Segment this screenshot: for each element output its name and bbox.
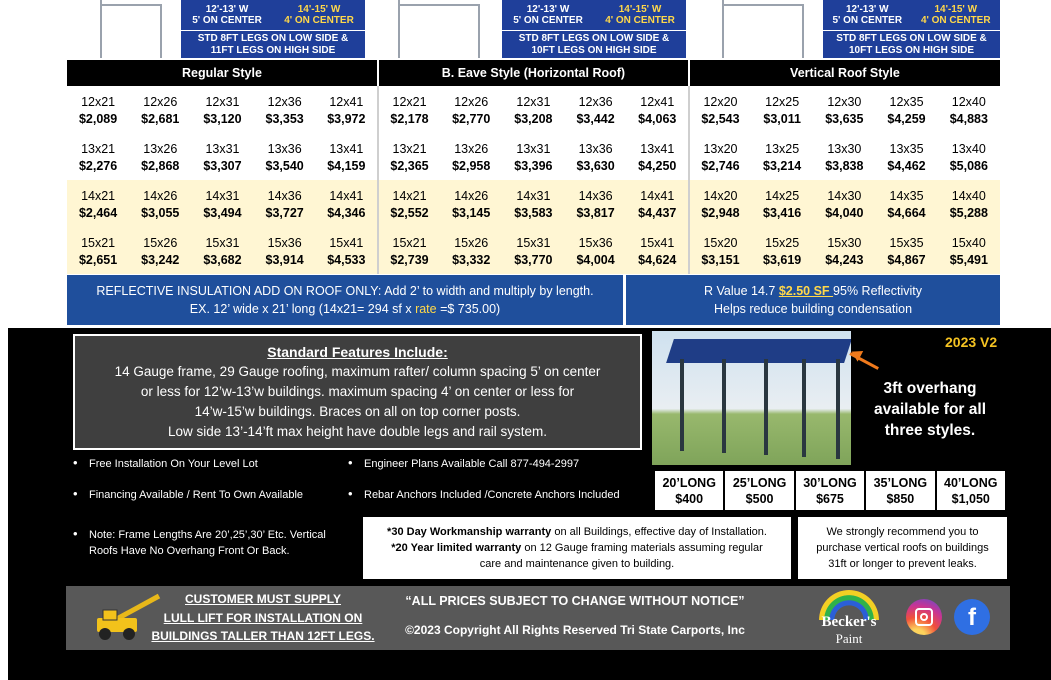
overhang-price-cell xyxy=(936,470,1006,511)
style-header: B. Eave Style (Horizontal Roof) xyxy=(378,60,689,86)
price-cell xyxy=(378,180,440,227)
building-size: 13x36 xyxy=(578,141,613,156)
building-price: $4,159 xyxy=(327,158,366,173)
building-price: $3,635 xyxy=(825,111,864,126)
limited-warranty: *20 Year limited warranty xyxy=(391,542,522,554)
spec-center-large: 4' ON CENTER xyxy=(920,15,991,26)
price-cell xyxy=(627,86,689,133)
style-header-row xyxy=(67,60,1000,86)
bullet-financing: • Financing Available / Rent To Own Available xyxy=(89,487,303,503)
price-cell xyxy=(254,86,316,133)
spec-width-large: 14'-15' W xyxy=(297,4,341,15)
building-size: 12x36 xyxy=(267,94,302,109)
price-cell xyxy=(67,86,129,133)
building-size: 15x20 xyxy=(703,235,738,250)
building-size: 12x41 xyxy=(640,94,675,109)
building-size: 15x41 xyxy=(329,235,364,250)
building-size: 14x20 xyxy=(703,188,738,203)
workmanship-warranty: *30 Day Workmanship warranty xyxy=(387,526,552,538)
price-cell xyxy=(875,180,937,227)
price-cell xyxy=(129,227,191,274)
price-cell xyxy=(502,227,564,274)
building-size: 14x31 xyxy=(205,188,240,203)
building-size: 15x30 xyxy=(827,235,862,250)
building-size: 13x20 xyxy=(703,141,738,156)
beckers-paint-logo xyxy=(806,588,892,646)
carport-photo xyxy=(652,331,851,465)
building-price: $3,416 xyxy=(763,205,802,220)
price-cell xyxy=(191,86,253,133)
building-price: $3,494 xyxy=(203,205,242,220)
overhang-length: 35’LONG xyxy=(873,475,928,490)
overhang-price: $400 xyxy=(675,491,704,506)
building-size: 14x21 xyxy=(392,188,427,203)
facebook-icon[interactable]: f xyxy=(954,599,990,635)
building-size: 12x21 xyxy=(392,94,427,109)
building-size: 13x35 xyxy=(889,141,924,156)
building-size: 13x36 xyxy=(267,141,302,156)
price-cell xyxy=(938,180,1000,227)
building-price: $4,533 xyxy=(327,252,366,267)
features-line-2: or less for 12’w-13’w buildings. maximum spacing 4’ on center or less for xyxy=(140,384,575,399)
building-size: 15x21 xyxy=(81,235,116,250)
building-size: 15x26 xyxy=(143,235,178,250)
price-cell xyxy=(191,133,253,180)
building-size: 13x41 xyxy=(329,141,364,156)
overhang-price: $500 xyxy=(745,491,774,506)
spec-legs-2: 10FT LEGS ON HIGH SIDE xyxy=(531,44,657,56)
price-cell xyxy=(938,227,1000,274)
price-cell xyxy=(875,86,937,133)
building-price: $4,004 xyxy=(576,252,615,267)
price-cell xyxy=(627,133,689,180)
building-price: $3,353 xyxy=(265,111,304,126)
building-price: $2,746 xyxy=(701,158,740,173)
price-cell xyxy=(254,180,316,227)
building-size: 12x26 xyxy=(143,94,178,109)
warranty-box: *30 Day Workmanship warranty on all Buildings, effective day of Installation. *20 Year limited warranty on 12 Gauge framing materials assuming regular care and maintenance given to building. xyxy=(363,517,791,579)
features-line-4: Low side 13’-14’ft max height have double legs and rail system. xyxy=(168,424,547,439)
building-size: 13x26 xyxy=(454,141,489,156)
building-price: $2,552 xyxy=(390,205,429,220)
price-cell xyxy=(813,133,875,180)
building-price: $2,178 xyxy=(390,111,429,126)
insulation-line-2: EX. 12’ wide x 21’ long (14x21= 294 sf x rate =$ 735.00) xyxy=(189,302,501,316)
price-cell xyxy=(813,86,875,133)
building-price: $3,307 xyxy=(203,158,242,173)
building-size: 13x21 xyxy=(81,141,116,156)
building-price: $2,948 xyxy=(701,205,740,220)
r-value-info xyxy=(626,275,1000,325)
price-cell xyxy=(502,86,564,133)
building-price: $4,063 xyxy=(638,111,677,126)
price-row xyxy=(67,133,1000,180)
standard-features-box xyxy=(73,334,642,450)
building-size: 12x26 xyxy=(454,94,489,109)
price-cell xyxy=(316,227,378,274)
building-size: 12x31 xyxy=(205,94,240,109)
price-cell xyxy=(254,133,316,180)
building-price: $2,365 xyxy=(390,158,429,173)
price-row xyxy=(67,227,1000,274)
building-price: $4,437 xyxy=(638,205,677,220)
building-size: 12x31 xyxy=(516,94,551,109)
spec-width-small: 12'-13' W xyxy=(845,4,889,15)
price-cell xyxy=(938,133,1000,180)
building-price: $2,958 xyxy=(452,158,491,173)
price-cell xyxy=(813,227,875,274)
price-cell xyxy=(565,86,627,133)
building-size: 12x40 xyxy=(951,94,986,109)
instagram-icon[interactable] xyxy=(906,599,942,635)
price-cell xyxy=(689,86,751,133)
building-price: $2,739 xyxy=(390,252,429,267)
building-price: $3,151 xyxy=(701,252,740,267)
insulation-info xyxy=(67,275,623,325)
building-price: $2,651 xyxy=(78,252,118,267)
price-cell xyxy=(565,227,627,274)
price-cell xyxy=(378,86,440,133)
price-cell xyxy=(813,180,875,227)
price-change-notice: “ALL PRICES SUBJECT TO CHANGE WITHOUT NOTICE” xyxy=(405,594,745,608)
bullet-free-installation: • Free Installation On Your Level Lot xyxy=(89,456,258,472)
building-price: $4,462 xyxy=(887,158,926,173)
price-cell xyxy=(67,180,129,227)
building-price: $3,055 xyxy=(141,205,180,220)
overhang-length: 30’LONG xyxy=(803,475,857,490)
price-cell xyxy=(191,180,253,227)
building-size: 15x21 xyxy=(392,235,427,250)
building-size: 13x41 xyxy=(640,141,675,156)
building-price: $2,543 xyxy=(701,111,740,126)
overhang-price-cell xyxy=(865,470,935,511)
price-cell xyxy=(565,180,627,227)
building-price: $2,868 xyxy=(141,158,180,173)
building-size: 12x25 xyxy=(765,94,800,109)
building-size: 13x40 xyxy=(951,141,986,156)
price-row xyxy=(67,180,1000,227)
building-size: 14x36 xyxy=(578,188,613,203)
building-price: $3,242 xyxy=(141,252,180,267)
price-cell xyxy=(129,86,191,133)
insulation-line-1: REFLECTIVE INSULATION ADD ON ROOF ONLY: Add 2’ to width and multiply by length. xyxy=(96,284,594,298)
price-cell xyxy=(316,133,378,180)
building-size: 12x30 xyxy=(827,94,862,109)
features-title: Standard Features Include: xyxy=(267,344,448,360)
price-cell xyxy=(254,227,316,274)
building-size: 15x26 xyxy=(454,235,489,250)
building-size: 13x31 xyxy=(516,141,551,156)
price-cell xyxy=(751,133,813,180)
building-size: 15x36 xyxy=(578,235,613,250)
price-row xyxy=(67,86,1000,133)
building-size: 12x35 xyxy=(889,94,924,109)
price-cell xyxy=(378,227,440,274)
building-price: $3,770 xyxy=(514,252,553,267)
features-line-3: 14’w-15’w buildings. Braces on all on top corner posts. xyxy=(194,404,521,419)
building-price: $2,770 xyxy=(452,111,491,126)
eave-frame-sketch xyxy=(398,0,480,58)
building-size: 14x36 xyxy=(267,188,302,203)
spec-center-large: 4' ON CENTER xyxy=(284,15,354,26)
spec-center-large: 4' ON CENTER xyxy=(605,15,675,26)
carport-roof xyxy=(666,339,851,363)
overhang-price: $675 xyxy=(816,491,844,506)
price-cell xyxy=(191,227,253,274)
rate-word: rate xyxy=(415,302,437,316)
building-price: $3,682 xyxy=(203,252,242,267)
building-price: $2,681 xyxy=(141,111,180,126)
style-header: Vertical Roof Style xyxy=(689,60,1000,86)
building-price: $4,250 xyxy=(638,158,677,173)
building-price: $4,259 xyxy=(887,111,926,126)
price-cell xyxy=(440,180,502,227)
condensation-line: Helps reduce building condensation xyxy=(713,302,913,316)
price-cell xyxy=(502,133,564,180)
price-cell xyxy=(751,86,813,133)
spec-center-small: 5' ON CENTER xyxy=(513,15,583,26)
insulation-price: $2.50 SF xyxy=(778,284,834,298)
price-cell xyxy=(875,133,937,180)
building-size: 13x26 xyxy=(143,141,178,156)
building-price: $3,619 xyxy=(763,252,802,267)
eave-spec-box xyxy=(502,0,686,58)
price-cell xyxy=(875,227,937,274)
overhang-price: $1,050 xyxy=(951,491,990,506)
building-price: $2,089 xyxy=(78,111,118,126)
price-table xyxy=(67,60,1000,274)
building-price: $4,664 xyxy=(887,205,926,220)
price-cell xyxy=(689,133,751,180)
price-cell xyxy=(129,180,191,227)
price-cell xyxy=(689,227,751,274)
overhang-price-table xyxy=(653,469,1007,512)
building-size: 14x41 xyxy=(640,188,675,203)
price-cell xyxy=(316,180,378,227)
building-size: 15x36 xyxy=(267,235,302,250)
vertical-frame-sketch xyxy=(722,0,804,58)
spec-width-large: 14'-15' W xyxy=(934,4,978,15)
price-cell xyxy=(751,227,813,274)
brand-sub: Paint xyxy=(835,631,863,646)
overhang-length: 40’LONG xyxy=(944,475,998,490)
building-price: $3,972 xyxy=(327,111,366,126)
spec-legs-2: 11FT LEGS ON HIGH SIDE xyxy=(210,44,336,56)
building-price: $4,624 xyxy=(638,252,677,267)
building-price: $3,332 xyxy=(452,252,491,267)
version-label: 2023 V2 xyxy=(945,334,998,350)
r-value-line: R Value 14.7 $2.50 SF 95% Reflectivity xyxy=(704,284,922,298)
building-size: 15x31 xyxy=(516,235,551,250)
building-size: 13x31 xyxy=(205,141,240,156)
building-price: $3,145 xyxy=(452,205,491,220)
building-price: $3,583 xyxy=(514,205,553,220)
spec-legs-2: 10FT LEGS ON HIGH SIDE xyxy=(848,44,975,56)
building-price: $5,086 xyxy=(949,158,988,173)
building-size: 13x25 xyxy=(765,141,800,156)
price-cell xyxy=(502,180,564,227)
bullet-anchors: • Rebar Anchors Included /Concrete Anchors Included xyxy=(364,487,620,503)
building-price: $3,914 xyxy=(265,252,304,267)
price-cell xyxy=(938,86,1000,133)
copyright-text: ©2023 Copyright All Rights Reserved Tri State Carports, Inc xyxy=(405,623,745,637)
building-price: $3,727 xyxy=(265,205,304,220)
building-size: 15x31 xyxy=(205,235,240,250)
bullet-frame-note: • Note: Frame Lengths Are 20’,25’,30’ Etc. Vertical Roofs Have No Overhang Front Or Back. xyxy=(89,527,326,559)
building-price: $4,883 xyxy=(949,111,988,126)
price-cell xyxy=(440,227,502,274)
building-price: $3,540 xyxy=(265,158,304,173)
spec-width-large: 14'-15' W xyxy=(618,4,662,15)
price-cell xyxy=(440,133,502,180)
spec-legs-1: STD 8FT LEGS ON LOW SIDE & xyxy=(197,32,349,44)
overhang-price-cell xyxy=(724,470,794,511)
overhang-price-cell xyxy=(654,470,724,511)
building-price: $4,040 xyxy=(825,205,864,220)
building-size: 12x41 xyxy=(329,94,364,109)
price-cell xyxy=(378,133,440,180)
price-cell xyxy=(67,133,129,180)
brand-name: Becker's xyxy=(821,614,877,630)
spec-center-small: 5' ON CENTER xyxy=(192,15,262,26)
building-size: 12x20 xyxy=(703,94,738,109)
recommendation-box: We strongly recommend you to purchase vertical roofs on buildings 31ft or longer to prevent leaks. xyxy=(798,517,1007,579)
building-size: 14x31 xyxy=(516,188,551,203)
spec-center-small: 5' ON CENTER xyxy=(832,15,903,26)
spec-width-small: 12'-13' W xyxy=(205,4,249,15)
building-size: 14x26 xyxy=(454,188,489,203)
building-price: $2,464 xyxy=(78,205,118,220)
building-size: 12x21 xyxy=(81,94,116,109)
bullet-engineer-plans: • Engineer Plans Available Call 877-494-2997 xyxy=(364,456,579,472)
regular-spec-box xyxy=(181,0,365,58)
building-size: 15x35 xyxy=(889,235,924,250)
overhang-length: 20’LONG xyxy=(662,475,716,490)
overhang-price-cell xyxy=(795,470,865,511)
price-cell xyxy=(129,133,191,180)
vertical-spec-box xyxy=(823,0,1000,58)
building-price: $3,817 xyxy=(576,205,615,220)
spec-legs-1: STD 8FT LEGS ON LOW SIDE & xyxy=(836,32,987,44)
building-price: $3,442 xyxy=(576,111,615,126)
building-size: 14x41 xyxy=(329,188,364,203)
price-cell xyxy=(627,180,689,227)
building-size: 14x21 xyxy=(81,188,116,203)
building-price: $5,288 xyxy=(949,205,988,220)
building-price: $3,011 xyxy=(763,111,801,126)
regular-frame-sketch xyxy=(100,0,162,58)
building-size: 14x40 xyxy=(951,188,986,203)
building-size: 12x36 xyxy=(578,94,613,109)
building-size: 14x30 xyxy=(827,188,862,203)
building-price: $3,120 xyxy=(203,111,242,126)
building-size: 13x21 xyxy=(392,141,427,156)
building-price: $3,208 xyxy=(514,111,553,126)
building-price: $3,214 xyxy=(763,158,802,173)
overhang-length: 25’LONG xyxy=(732,475,787,490)
spec-legs-1: STD 8FT LEGS ON LOW SIDE & xyxy=(518,32,670,44)
price-cell xyxy=(316,86,378,133)
building-size: 14x35 xyxy=(889,188,924,203)
price-cell xyxy=(440,86,502,133)
building-price: $2,276 xyxy=(78,158,118,173)
price-cell xyxy=(689,180,751,227)
building-size: 13x30 xyxy=(827,141,862,156)
building-price: $3,396 xyxy=(514,158,553,173)
building-price: $4,243 xyxy=(825,252,864,267)
price-cell xyxy=(565,133,627,180)
style-header: Regular Style xyxy=(67,60,378,86)
price-cell xyxy=(627,227,689,274)
building-size: 14x26 xyxy=(143,188,178,203)
overhang-price: $850 xyxy=(886,491,915,506)
building-size: 15x40 xyxy=(951,235,986,250)
building-price: $4,867 xyxy=(887,252,926,267)
building-price: $3,630 xyxy=(576,158,615,173)
building-size: 15x25 xyxy=(765,235,800,250)
features-line-1: 14 Gauge frame, 29 Gauge roofing, maximum rafter/ column spacing 5’ on center xyxy=(114,364,601,379)
building-size: 15x41 xyxy=(640,235,675,250)
building-price: $4,346 xyxy=(327,205,366,220)
price-cell xyxy=(751,180,813,227)
lull-lift-notice: CUSTOMER MUST SUPPLY LULL LIFT FOR INSTALLATION ON BUILDINGS TALLER THAN 12FT LEGS. xyxy=(151,592,375,643)
price-cell xyxy=(67,227,129,274)
building-price: $3,838 xyxy=(825,158,864,173)
overhang-text: 3ft overhang available for all three styles. xyxy=(874,380,986,439)
spec-width-small: 12'-13' W xyxy=(526,4,570,15)
building-price: $5,491 xyxy=(949,252,988,267)
building-size: 14x25 xyxy=(765,188,800,203)
